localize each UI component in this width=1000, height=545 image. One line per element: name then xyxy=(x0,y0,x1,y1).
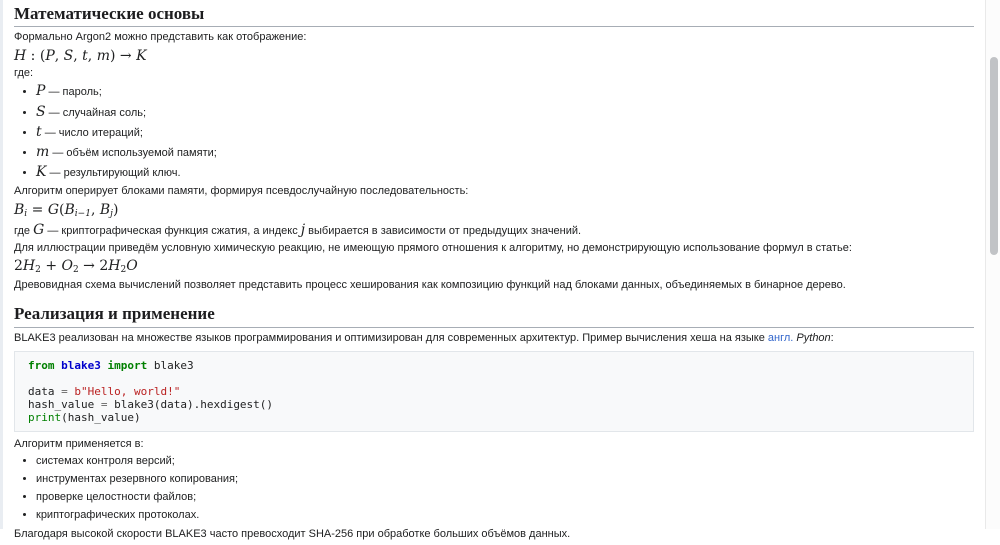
blocks-intro-paragraph: Алгоритм оперирует блоками памяти, формируя псевдослучайную последовательность: xyxy=(14,185,469,198)
article-content xyxy=(3,0,984,545)
token-var: G xyxy=(33,221,45,238)
list-item xyxy=(36,145,974,160)
token-plain: инструментах резервного копирования; xyxy=(36,473,239,486)
list-item xyxy=(36,165,974,180)
section-heading-math: Математические основы xyxy=(14,2,974,27)
token-nsub: 2 xyxy=(73,264,79,275)
token-plain: data xyxy=(28,384,62,398)
token-plain: blake3 xyxy=(147,358,194,372)
token-var: K xyxy=(36,164,47,181)
token-var: B xyxy=(64,201,75,218)
token-plain: BLAKE3 реализован на множестве языков программирования и оптимизирован для современных архитектур. Пример вычисления хеша на языке xyxy=(14,331,768,344)
token-rm: , xyxy=(90,201,100,218)
usage-list xyxy=(36,455,974,523)
token-rm: ( xyxy=(59,201,65,218)
english-language-link[interactable]: англ. xyxy=(767,331,794,344)
token-nb: print xyxy=(28,410,62,424)
token-var: B xyxy=(14,201,25,218)
token-plain: проверке целостности файлов; xyxy=(36,491,197,504)
token-var: O xyxy=(61,257,73,274)
token-plain: hash_value xyxy=(28,397,101,411)
token-var: O xyxy=(126,257,138,274)
token-rm: , xyxy=(54,47,64,64)
implementation-intro-paragraph xyxy=(14,332,974,345)
math-intro-paragraph: Формально Argon2 можно представить как отображение: xyxy=(14,31,307,44)
token-plain: где xyxy=(14,224,34,237)
token-nn: blake3 xyxy=(61,358,101,372)
list-item xyxy=(36,455,974,468)
token-plain: криптографических протоколах. xyxy=(36,509,200,522)
token-plain: выбирается в зависимости от предыдущих значений. xyxy=(305,224,582,237)
token-var: H xyxy=(108,257,121,274)
token-rm: : ( xyxy=(26,47,46,64)
where-label: где: xyxy=(14,67,34,80)
token-plain: — криптографическая функция сжатия, а индекс xyxy=(44,224,301,237)
token-var: t xyxy=(82,47,88,64)
code-line xyxy=(28,372,960,385)
chemistry-intro-paragraph: Для иллюстрации приведём условную химическую реакцию, не имеющую прямого отношения к алгоритму, но демонстрирующую использование формул в статье: xyxy=(14,241,852,254)
token-plain: : xyxy=(830,331,834,344)
code-line xyxy=(28,398,960,411)
list-item xyxy=(36,509,974,522)
token-nsub: 2 xyxy=(120,264,127,275)
scrollbar-thumb[interactable] xyxy=(990,57,998,255)
list-item xyxy=(36,84,974,99)
token-var: B xyxy=(99,201,111,218)
section-heading-implementation: Реализация и применение xyxy=(14,302,974,327)
token-rm: ) → xyxy=(109,47,137,64)
token-rm: , xyxy=(73,47,83,64)
token-var: H xyxy=(14,47,27,64)
token-plain: — пароль; xyxy=(45,86,102,99)
token-rm: → 2 xyxy=(78,257,109,274)
token-plain: — случайная соль; xyxy=(45,106,147,119)
code-line xyxy=(28,385,960,398)
token-str: b"Hello, world!" xyxy=(74,384,181,398)
token-kw: from xyxy=(28,358,55,372)
token-rm: + xyxy=(40,257,62,274)
token-plain: — результирующий ключ. xyxy=(46,167,181,180)
tree-note-paragraph: Древовидная схема вычислений позволяет представить процесс хеширования как композицию функций над блоками данных, объединяемых в бинарное дерево. xyxy=(14,278,846,291)
formula-chemistry xyxy=(14,259,974,275)
list-item xyxy=(36,473,974,486)
token-sub: i xyxy=(24,208,28,219)
token-op: = xyxy=(100,397,108,411)
code-line xyxy=(28,411,960,424)
token-sub: j xyxy=(110,208,113,219)
token-rm: 2 xyxy=(14,257,23,274)
token-var: P xyxy=(45,47,55,64)
formula-mapping xyxy=(14,49,974,64)
token-var: j xyxy=(300,221,306,238)
token-var: P xyxy=(36,83,46,100)
token-plain: — объём используемой памяти; xyxy=(49,147,217,160)
formula-recurrence xyxy=(14,203,974,219)
token-plain: blake3(data).hexdigest() xyxy=(107,397,274,411)
token-var: H xyxy=(22,257,36,274)
token-rm: = xyxy=(27,201,48,218)
closing-paragraph: Благодаря высокой скорости BLAKE3 часто превосходит SHA-256 при обработке больших объёмов данных. xyxy=(14,527,571,540)
token-var: m xyxy=(96,47,110,64)
code-line xyxy=(28,359,960,372)
token-var: G xyxy=(47,201,60,218)
token-var: m xyxy=(36,144,50,161)
token-var: S xyxy=(63,47,74,64)
token-sub: i−1 xyxy=(74,208,91,219)
token-var: S xyxy=(36,103,46,120)
parameter-list xyxy=(36,84,974,180)
token-plain: системах контроля версий; xyxy=(36,454,175,467)
token-var: K xyxy=(136,47,147,64)
token-rm: , xyxy=(87,47,97,64)
token-plain: — число итераций; xyxy=(41,126,143,139)
token-kw: import xyxy=(107,358,148,372)
token-em: Python xyxy=(796,331,831,344)
token-rm: ) xyxy=(112,201,119,218)
code-block xyxy=(14,351,974,432)
token-var: t xyxy=(36,123,42,140)
token-op: = xyxy=(61,384,68,398)
token-plain: (hash_value) xyxy=(61,410,141,424)
list-item xyxy=(36,125,974,140)
recurrence-note-paragraph xyxy=(14,223,974,238)
list-item xyxy=(36,105,974,120)
token-nsub: 2 xyxy=(35,264,41,275)
scrollbar-track[interactable] xyxy=(985,0,1000,529)
usage-intro-paragraph: Алгоритм применяется в: xyxy=(14,437,144,450)
list-item xyxy=(36,491,974,504)
token-plain xyxy=(101,359,108,372)
